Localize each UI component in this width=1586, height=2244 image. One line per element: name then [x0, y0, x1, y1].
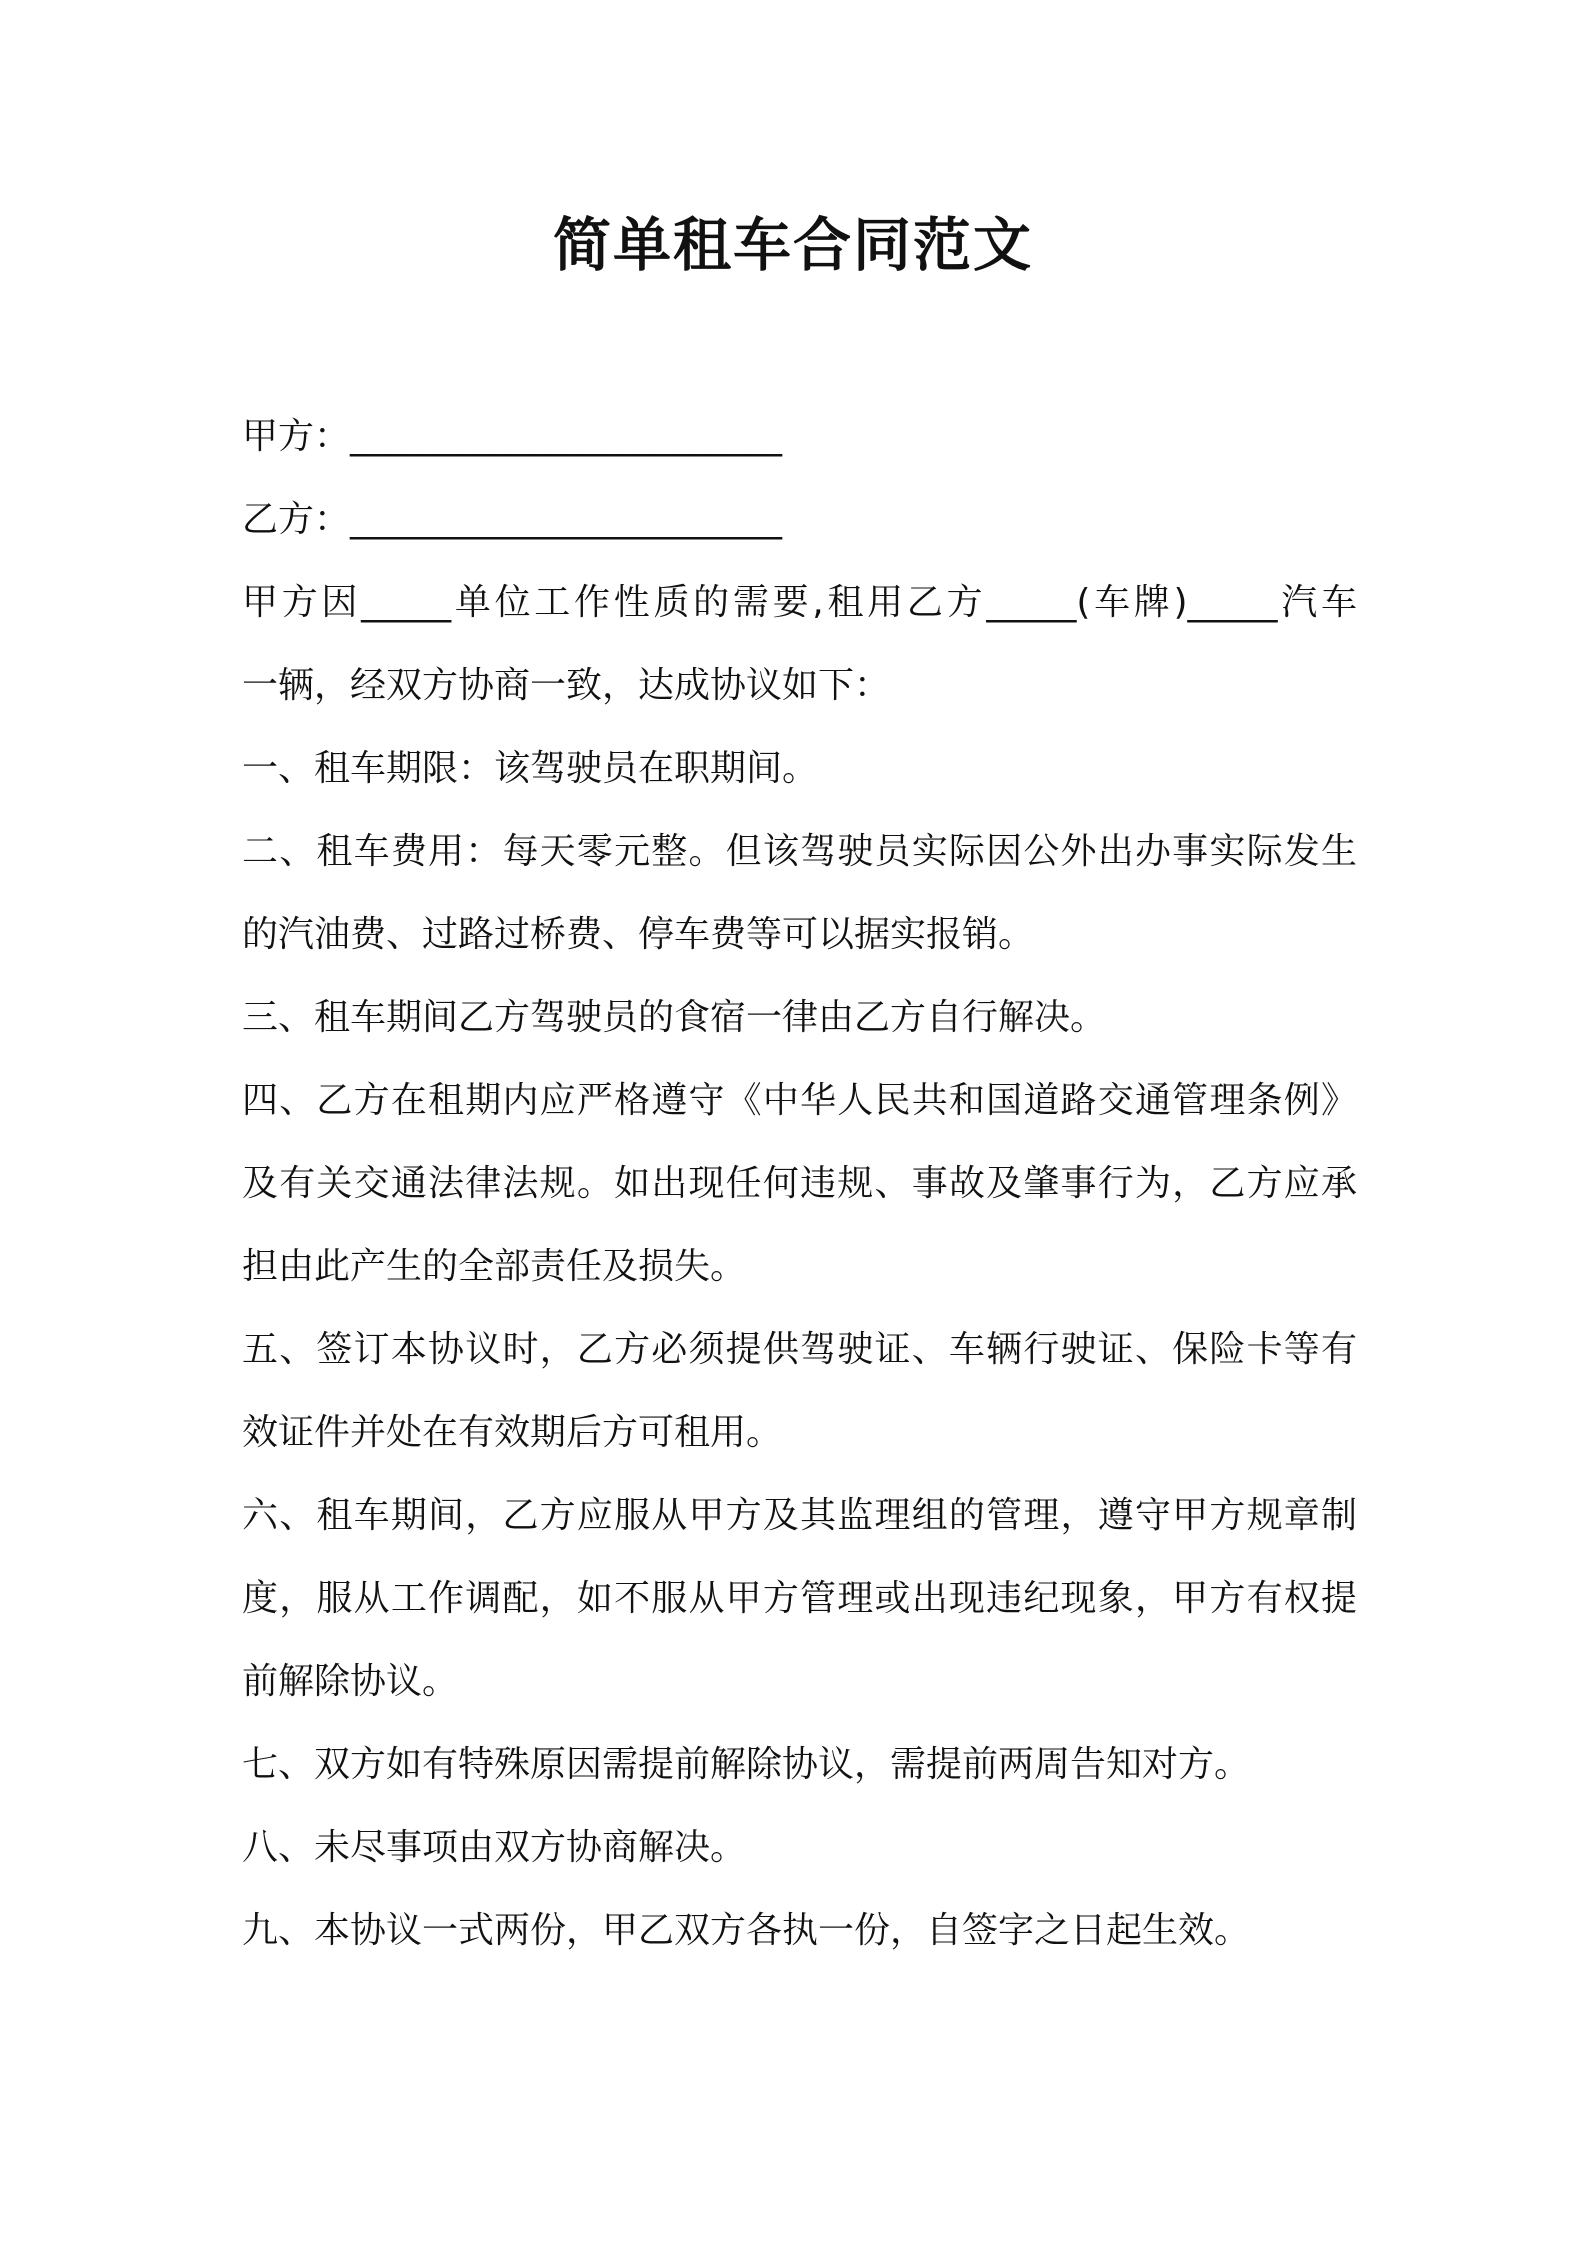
clause-5-line-1: 五、签订本协议时，乙方必须提供驾驶证、车辆行驶证、保险卡等有 — [242, 1329, 1357, 1370]
clause-4-line-2: 及有关交通法律法规。如出现任何违规、事故及肇事行为，乙方应承 — [242, 1163, 1357, 1204]
contract-body — [242, 395, 1357, 1972]
clause-4-line-3: 担由此产生的全部责任及损失。 — [242, 1246, 747, 1287]
clause-2-line-1: 二、租车费用：每天零元整。但该驾驶员实际因公外出办事实际发生 — [242, 831, 1357, 872]
clause-5-line-2: 效证件并处在有效期后方可租用。 — [242, 1412, 783, 1453]
clause-8: 八、未尽事项由双方协商解决。 — [242, 1827, 747, 1868]
clause-6-line-3: 前解除协议。 — [242, 1661, 459, 1702]
party-a-line: 甲方：________________________ — [242, 416, 783, 457]
clause-1: 一、租车期限：该驾驶员在职期间。 — [242, 748, 819, 789]
clause-3: 三、租车期间乙方驾驶员的食宿一律由乙方自行解决。 — [242, 997, 1107, 1038]
clause-6-line-1: 六、租车期间，乙方应服从甲方及其监理组的管理，遵守甲方规章制 — [242, 1495, 1357, 1536]
preamble-line-2: 一辆，经双方协商一致，达成协议如下： — [242, 665, 891, 706]
document-title: 简单租车合同范文 — [552, 211, 1033, 279]
clause-2-line-2: 的汽油费、过路过桥费、停车费等可以据实报销。 — [242, 914, 1035, 955]
clause-4-line-1: 四、乙方在租期内应严格遵守《中华人民共和国道路交通管理条例》 — [242, 1080, 1357, 1121]
preamble-line-1: 甲方因_____单位工作性质的需要,租用乙方_____(车牌)_____汽车 — [242, 582, 1357, 623]
clause-7: 七、双方如有特殊原因需提前解除协议，需提前两周告知对方。 — [242, 1744, 1251, 1785]
clause-6-line-2: 度，服从工作调配，如不服从甲方管理或出现违纪现象，甲方有权提 — [242, 1578, 1357, 1619]
clause-9: 九、本协议一式两份，甲乙双方各执一份，自签字之日起生效。 — [242, 1910, 1251, 1951]
party-b-line: 乙方：________________________ — [242, 499, 783, 540]
